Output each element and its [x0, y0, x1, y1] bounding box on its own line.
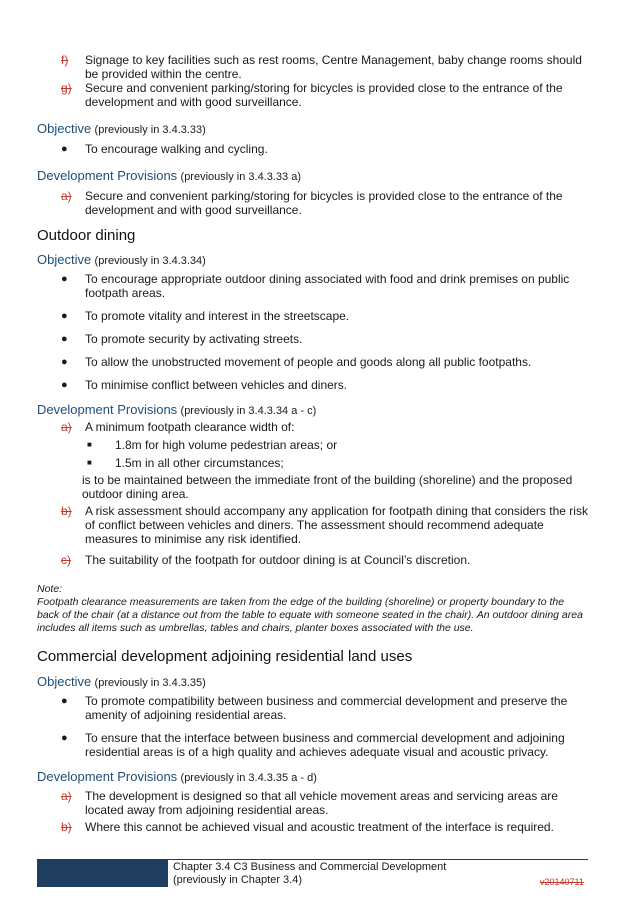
list-item	[37, 789, 589, 817]
bullet-icon: ●	[61, 273, 68, 285]
bullet-text: To promote compatibility between business and commercial development and preserve the amenity of adjoining residential areas.	[85, 694, 568, 722]
bullet-item	[37, 694, 589, 722]
bullet-text: To minimise conflict between vehicles and diners.	[85, 378, 348, 392]
item-marker: b)	[61, 504, 72, 518]
list-item	[37, 553, 589, 567]
bullet-text: To allow the unobstructed movement of people and goods along all public footpaths.	[85, 355, 532, 369]
square-bullet-icon: ■	[87, 458, 92, 467]
footer-divider	[168, 859, 588, 860]
subheading-ref: (previously in 3.4.3.35 a - d)	[180, 772, 317, 784]
bullet-item	[37, 332, 589, 346]
bullet-icon: ●	[61, 333, 68, 345]
section-heading: Outdoor dining	[37, 227, 136, 244]
item-marker: b)	[61, 820, 72, 834]
section-subheading	[37, 402, 589, 417]
sub-bullet-item	[37, 456, 589, 470]
list-item	[37, 189, 589, 217]
subheading-label: Development Provisions	[37, 402, 178, 417]
item-text: Secure and convenient parking/storing for bicycles is provided close to the entrance of the development and with good surveillance.	[85, 189, 563, 217]
bullet-icon: ●	[61, 379, 68, 391]
list-item	[37, 820, 589, 834]
bullet-item	[37, 272, 589, 300]
note-label: Note:	[37, 583, 63, 595]
subheading-label: Objective	[37, 674, 92, 689]
bullet-item	[37, 731, 589, 759]
subheading-ref: (previously in 3.4.3.35)	[94, 677, 206, 689]
bullet-text: To encourage appropriate outdoor dining associated with food and drink premises on public footpath areas.	[85, 272, 570, 300]
bullet-icon: ●	[61, 143, 68, 155]
section-subheading	[37, 769, 589, 784]
item-marker: c)	[61, 553, 71, 567]
bullet-item	[37, 378, 589, 392]
section-subheading	[37, 674, 589, 689]
sub-bullet-item	[37, 438, 589, 452]
bullet-icon: ●	[61, 356, 68, 368]
subheading-label: Objective	[37, 252, 92, 267]
bullet-text: To promote vitality and interest in the streetscape.	[85, 309, 350, 323]
item-text: Where this cannot be achieved visual and acoustic treatment of the interface is required.	[85, 820, 554, 834]
bullet-item	[37, 309, 589, 323]
subheading-ref: (previously in 3.4.3.33 a)	[180, 171, 301, 183]
item-marker: a)	[61, 420, 72, 434]
version-stamp: v20140711	[540, 877, 584, 887]
footer-chapter	[173, 861, 446, 887]
document-page	[37, 50, 589, 834]
bullet-text: To encourage walking and cycling.	[85, 142, 268, 156]
subheading-ref: (previously in 3.4.3.34)	[94, 255, 206, 267]
subheading-label: Development Provisions	[37, 168, 178, 183]
bullet-item	[37, 355, 589, 369]
bullet-text: To promote security by activating streets.	[85, 332, 303, 346]
item-marker: f)	[61, 53, 69, 67]
bullet-icon: ●	[61, 310, 68, 322]
bullet-item	[37, 142, 589, 156]
section-subheading	[37, 121, 589, 136]
item-text: A minimum footpath clearance width of:	[85, 420, 295, 434]
item-text: The suitability of the footpath for outdoor dining is at Council’s discretion.	[85, 553, 471, 567]
item-text: Secure and convenient parking/storing for bicycles is provided close to the entrance of the development and with good surveillance.	[85, 81, 563, 109]
section-subheading	[37, 252, 589, 267]
square-bullet-icon: ■	[87, 440, 92, 449]
item-marker: a)	[61, 189, 72, 203]
bullet-icon: ●	[61, 695, 68, 707]
subheading-label: Objective	[37, 121, 92, 136]
footer-bar	[37, 859, 168, 887]
list-item	[37, 504, 589, 546]
footer-line-1: Chapter 3.4 C3 Business and Commercial Development	[173, 861, 447, 873]
note-text: Footpath clearance measurements are taken from the edge of the building (shoreline) or property boundary to the back of the chair (at a distance out from the table to equate with someone seated in the chair). An outdoor dining area includes all items such as umbrellas, tables and chairs, planter boxes associated with the use.	[37, 596, 583, 634]
list-item	[37, 420, 589, 434]
item-marker: g)	[61, 81, 72, 95]
section-subheading	[37, 168, 589, 183]
sub-bullet-text: 1.5m in all other circumstances;	[115, 456, 284, 470]
continuation-text: is to be maintained between the immediate front of the building (shoreline) and the proposed outdoor dining area.	[82, 473, 573, 501]
item-text: The development is designed so that all vehicle movement areas and servicing areas are located away from adjoining residential areas.	[85, 789, 558, 817]
item-text: A risk assessment should accompany any application for footpath dining that considers the risk of conflict between vehicles and diners. The assessment should recommend adequate measures to minimise any risk identified.	[85, 504, 588, 546]
subheading-label: Development Provisions	[37, 769, 178, 784]
list-item	[37, 81, 589, 109]
bullet-icon: ●	[61, 732, 68, 744]
item-text: Signage to key facilities such as rest rooms, Centre Management, baby change rooms should be provided within the centre.	[85, 53, 582, 81]
item-marker: a)	[61, 789, 72, 803]
sub-bullet-text: 1.8m for high volume pedestrian areas; or	[115, 438, 338, 452]
subheading-ref: (previously in 3.4.3.33)	[94, 124, 206, 136]
bullet-text: To ensure that the interface between business and commercial development and adjoining residential areas is of a high quality and achieves adequate visual and acoustic privacy.	[85, 731, 565, 759]
footer-line-2: (previously in Chapter 3.4)	[173, 874, 303, 886]
section-heading: Commercial development adjoining residential land uses	[37, 648, 413, 665]
subheading-ref: (previously in 3.4.3.34 a - c)	[180, 405, 317, 417]
list-item	[37, 53, 589, 81]
